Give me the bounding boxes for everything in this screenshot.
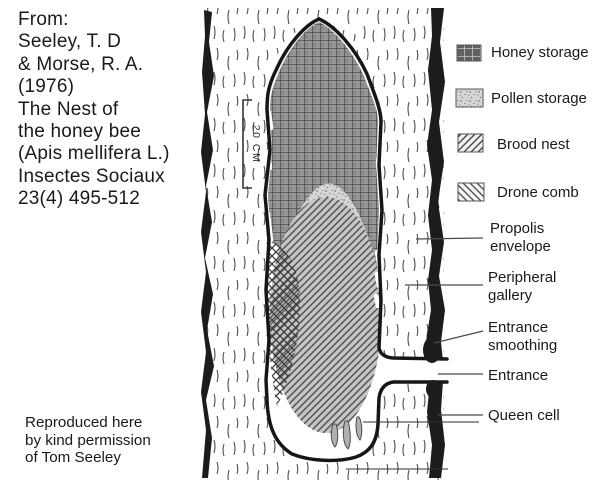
scale-bar-label: 20 CM [250, 124, 262, 164]
citation-line: (Apis mellifera L.) [18, 143, 170, 165]
legend-label-pollen-storage: Pollen storage [491, 90, 587, 107]
legend-label-drone-comb: Drone comb [497, 184, 579, 201]
pollen-storage-swatch [456, 89, 483, 107]
callout-line: Entrance [488, 319, 549, 336]
citation-line: & Morse, R. A. [18, 53, 144, 75]
citation-line: the honey bee [18, 121, 142, 143]
citation-line: From: [18, 9, 69, 30]
callout-line: Peripheral [488, 269, 557, 286]
permission-line: of Tom Seeley [25, 449, 121, 467]
callout-queen-cell [488, 407, 560, 425]
drone-comb-swatch [458, 183, 484, 201]
callout-entrance-smoothing [488, 319, 557, 355]
permission-line: by kind permission [25, 431, 151, 449]
legend-label-brood-nest: Brood nest [497, 136, 570, 153]
callout-line: Queen cell [488, 407, 560, 424]
permission-line: Reproduced here [25, 414, 143, 431]
citation-block [18, 9, 170, 211]
callout-line: smoothing [488, 337, 558, 354]
citation-line: The Nest of [18, 98, 119, 120]
citation-line: 23(4) 495-512 [18, 188, 140, 210]
callout-entrance [488, 367, 548, 385]
permission-note [25, 414, 151, 467]
callout-peripheral-gallery [488, 269, 556, 305]
citation-line: Insectes Sociaux [18, 165, 165, 187]
entrance-smoothing-region [423, 337, 441, 363]
citation-line: Seeley, T. D [18, 31, 122, 53]
callout-line: gallery [488, 287, 533, 304]
legend-label-honey-storage: Honey storage [491, 44, 589, 61]
callout-line: Propolis [490, 220, 545, 237]
callout-line: envelope [490, 238, 551, 255]
brood-nest-swatch [458, 134, 483, 152]
entrance-smoothing-region-lower [426, 380, 440, 398]
honey-storage-swatch [457, 45, 481, 61]
citation-line: (1976) [18, 76, 75, 98]
callout-line: Entrance [488, 367, 549, 384]
legend-swatches [456, 45, 484, 201]
callout-propolis-envelope [490, 220, 551, 256]
